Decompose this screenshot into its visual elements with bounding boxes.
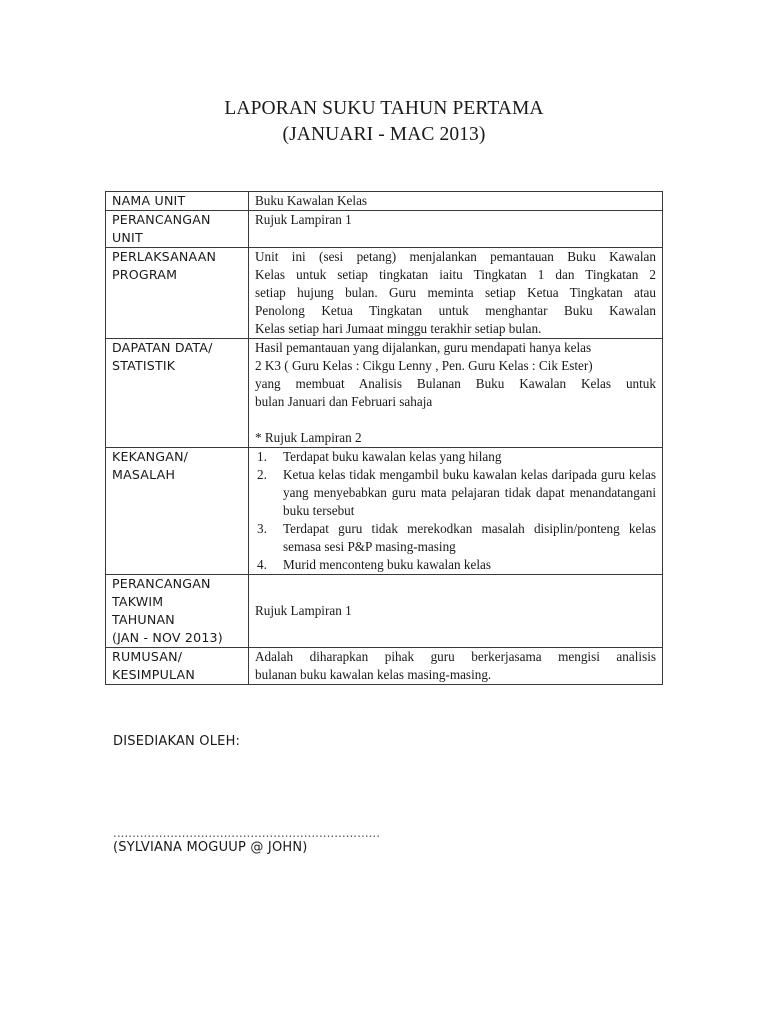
value-dapatan: [249, 339, 663, 448]
label-takwim-1: PERANCANGAN: [112, 576, 211, 591]
report-table: [105, 191, 663, 685]
row-takwim: [106, 575, 663, 648]
label-dapatan: [106, 339, 249, 448]
list-item: 3. Terdapat guru tidak merekodkan masalah disiplin/ponteng kelas semasa sesi P&P masing-masing: [257, 521, 656, 554]
row-perlaksanaan: [106, 248, 663, 339]
value-kekangan: [249, 448, 663, 575]
value-perancangan-unit: Rujuk Lampiran 1: [249, 211, 663, 248]
signatory-name: (SYLVIANA MOGUUP @ JOHN): [113, 840, 308, 855]
label-kekangan: [106, 448, 249, 575]
label-perancangan-unit-1: PERANCANGAN: [112, 212, 211, 227]
row-dapatan: [106, 339, 663, 448]
label-perancangan-unit-2: UNIT: [112, 230, 143, 245]
row-kekangan: [106, 448, 663, 575]
label-rumusan-1: RUMUSAN/: [112, 649, 183, 664]
row-rumusan: [106, 648, 663, 685]
perlaksanaan-line-4: Penolong Ketua Tingkatan untuk menghantar Buku Kawalan: [255, 303, 656, 318]
perlaksanaan-line-3: setiap hujung bulan. Guru meminta setiap Ketua Tingkatan atau: [255, 285, 656, 300]
rumusan-line-1: Adalah diharapkan pihak guru berkerjasama mengisi analisis: [255, 649, 656, 664]
label-takwim-3: TAHUNAN: [112, 612, 175, 627]
signature-line: ......................................................................: [113, 826, 381, 840]
row-nama-unit: [106, 192, 663, 211]
label-kekangan-1: KEKANGAN/: [112, 449, 189, 464]
label-takwim-2: TAKWIM: [112, 594, 164, 609]
value-rumusan: [249, 648, 663, 685]
dapatan-line-3: yang membuat Analisis Bulanan Buku Kawalan Kelas untuk: [255, 376, 656, 391]
dapatan-line-1: Hasil pemantauan yang dijalankan, guru mendapati hanya kelas: [255, 340, 592, 355]
dapatan-line-4: bulan Januari dan Februari sahaja: [255, 394, 433, 409]
document-title: [0, 96, 768, 148]
label-rumusan-2: KESIMPULAN: [112, 667, 195, 682]
list-item: 2. Ketua kelas tidak mengambil buku kawalan kelas daripada guru kelas yang menyebabkan guru mata pelajaran tidak dapat menandatangani buku tersebut: [257, 467, 656, 518]
perlaksanaan-line-1: Unit ini (sesi petang) menjalankan pemantauan Buku Kawalan: [255, 249, 656, 264]
label-kekangan-2: MASALAH: [112, 467, 176, 482]
label-takwim: [106, 575, 249, 648]
prepared-by-label: DISEDIAKAN OLEH:: [113, 734, 241, 749]
issues-list: [255, 448, 656, 574]
row-perancangan-unit: [106, 211, 663, 248]
value-takwim: Rujuk Lampiran 1: [249, 575, 663, 648]
label-perlaksanaan-1: PERLAKSANAAN: [112, 249, 217, 264]
list-item: 4. Murid menconteng buku kawalan kelas: [257, 557, 492, 572]
label-perlaksanaan: [106, 248, 249, 339]
dapatan-line-2: 2 K3 ( Guru Kelas : Cikgu Lenny , Pen. Guru Kelas : Cik Ester): [255, 358, 593, 373]
value-perlaksanaan: [249, 248, 663, 339]
label-dapatan-2: STATISTIK: [112, 358, 176, 373]
label-takwim-4: (JAN - NOV 2013): [112, 630, 223, 645]
dapatan-note: * Rujuk Lampiran 2: [255, 430, 362, 445]
title-line-2: (JANUARI - MAC 2013): [282, 124, 486, 145]
label-rumusan: [106, 648, 249, 685]
label-perancangan-unit: [106, 211, 249, 248]
label-nama-unit: NAMA UNIT: [106, 192, 249, 211]
label-perlaksanaan-2: PROGRAM: [112, 267, 178, 282]
title-line-1: LAPORAN SUKU TAHUN PERTAMA: [224, 98, 544, 119]
value-nama-unit: Buku Kawalan Kelas: [249, 192, 663, 211]
rumusan-line-2: bulanan buku kawalan kelas masing-masing.: [255, 667, 492, 682]
perlaksanaan-line-2: Kelas untuk setiap tingkatan iaitu Tingkatan 1 dan Tingkatan 2: [255, 267, 656, 282]
list-item: 1. Terdapat buku kawalan kelas yang hilang: [257, 449, 502, 464]
label-dapatan-1: DAPATAN DATA/: [112, 340, 213, 355]
perlaksanaan-line-5: Kelas setiap hari Jumaat minggu terakhir setiap bulan.: [255, 321, 542, 336]
